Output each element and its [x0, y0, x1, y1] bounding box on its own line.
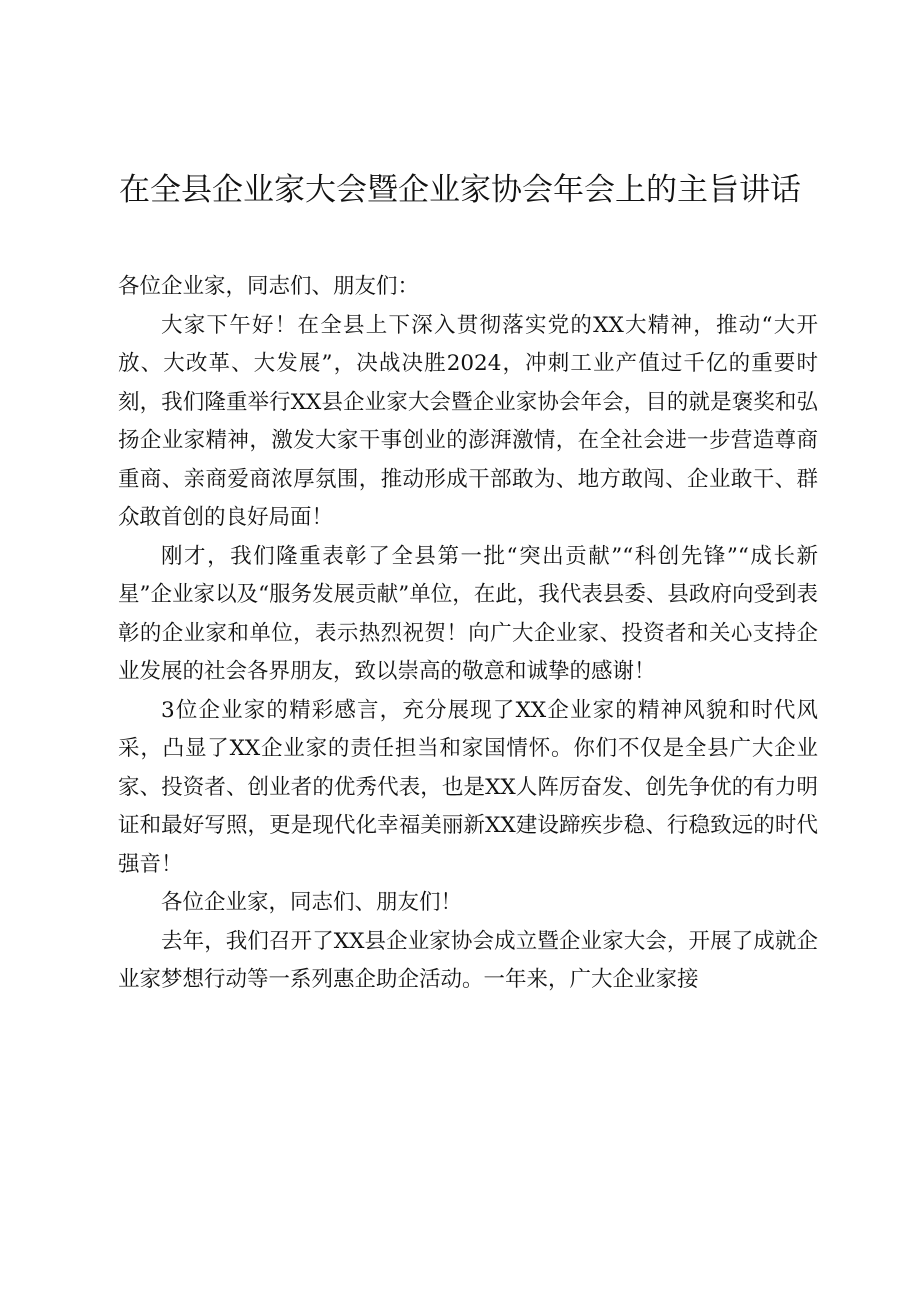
- paragraph-3: 3位企业家的精彩感言，充分展现了XX企业家的精神风貌和时代风采，凸显了XX企业家的责任担当和家国情怀。你们不仅是全县广大企业家、投资者、创业者的优秀代表，也是XX人阵厉奋发、创先争优的有力明证和最好写照，更是现代化幸福美丽新XX建设蹄疾步稳、行稳致远的时代强音！: [118, 697, 818, 877]
- paragraph-2: 刚才，我们隆重表彰了全县第一批“突出贡献”“科创先锋”“成长新星”企业家以及“服务发展贡献”单位，在此，我代表县委、县政府向受到表彰的企业家和单位，表示热烈祝贺！向广大企业家、投资者和关心支持企业发展的社会各界朋友，致以崇高的敬意和诚挚的感谢！: [118, 543, 818, 684]
- document-title: 在全县企业家大会暨企业家协会年会上的主旨讲话: [119, 172, 801, 208]
- paragraph-4: 各位企业家，同志们、朋友们！: [161, 890, 463, 915]
- paragraph-5: 去年，我们召开了XX县企业家协会成立暨企业家大会，开展了成就企业家梦想行动等一系列惠企助企活动。一年来，广大企业家接: [118, 928, 818, 992]
- document-body: [118, 268, 818, 1000]
- paragraph-1: 大家下午好！在全县上下深入贯彻落实党的XX大精神，推动“大开放、大改革、大发展”，决战决胜2024，冲刺工业产值过千亿的重要时刻，我们隆重举行XX县企业家大会暨企业家协会年会，目的就是褒奖和弘扬企业家精神，激发大家干事创业的澎湃激情，在全社会进一步营造尊商重商、亲商爱商浓厚氛围，推动形成干部敢为、地方敢闯、企业敢干、群众敢首创的良好局面！: [118, 312, 818, 530]
- salutation: 各位企业家，同志们、朋友们：: [118, 274, 420, 299]
